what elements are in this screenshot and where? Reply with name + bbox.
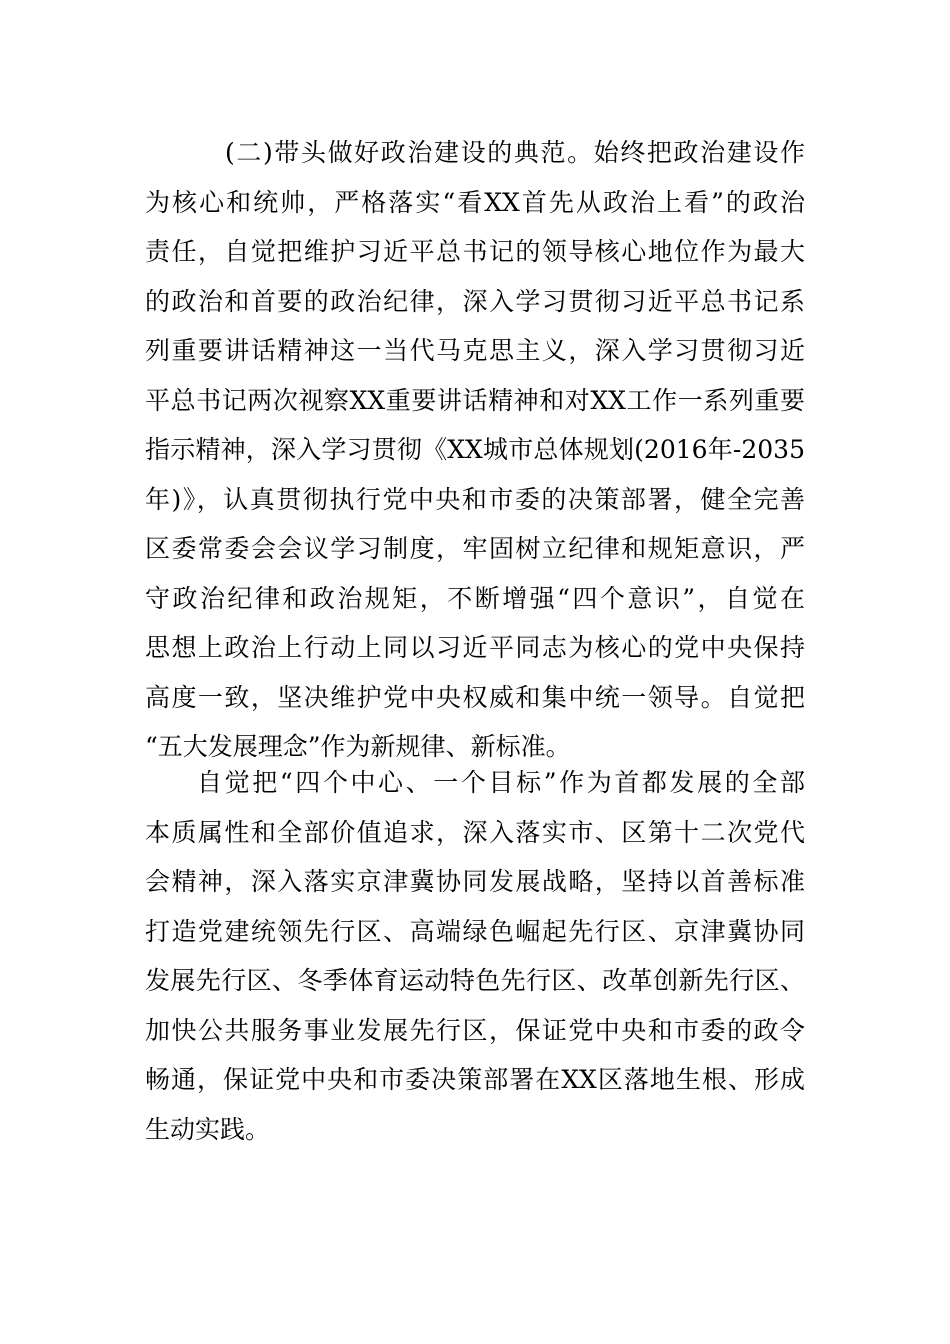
text-line: 思想上政治上行动上同以习近平同志为核心的党中央保持 bbox=[145, 633, 805, 662]
text-line: 自觉把“四个中心、一个目标”作为首都发展的全部 bbox=[197, 768, 805, 797]
paragraph-political-construction bbox=[145, 128, 805, 772]
text-line: 守政治纪律和政治规矩，不断增强“四个意识”，自觉在 bbox=[145, 583, 805, 613]
text-line: 区委常委会会议学习制度，牢固树立纪律和规矩意识，严 bbox=[145, 534, 805, 563]
text-line: 年)》，认真贯彻执行党中央和市委的决策部署，健全完善 bbox=[145, 484, 805, 514]
text-line: 指示精神，深入学习贯彻《XX城市总体规划(2016年-2035 bbox=[145, 435, 805, 464]
text-line: 的政治和首要的政治纪律，深入学习贯彻习近平总书记系 bbox=[145, 286, 805, 316]
text-line: 为核心和统帅，严格落实“看XX首先从政治上看”的政治 bbox=[145, 187, 805, 217]
text-line: 加快公共服务事业发展先行区，保证党中央和市委的政令 bbox=[145, 1015, 805, 1045]
text-line: “五大发展理念”作为新规律、新标准。 bbox=[145, 732, 571, 761]
text-line: 本质属性和全部价值追求，深入落实市、区第十二次党代 bbox=[145, 817, 805, 847]
text-line: (二)带头做好政治建设的典范。始终把政治建设作 bbox=[225, 138, 805, 167]
paragraph-development-goals bbox=[145, 758, 805, 1154]
text-line: 平总书记两次视察XX重要讲话精神和对XX工作一系列重要 bbox=[145, 385, 805, 415]
text-line: 生动实践。 bbox=[145, 1114, 271, 1144]
text-line: 打造党建统领先行区、高端绿色崛起先行区、京津冀协同 bbox=[145, 916, 805, 946]
text-line: 高度一致，坚决维护党中央权威和集中统一领导。自觉把 bbox=[145, 682, 805, 712]
text-line: 畅通，保证党中央和市委决策部署在XX区落地生根、形成 bbox=[145, 1065, 805, 1094]
text-line: 责任，自觉把维护习近平总书记的领导核心地位作为最大 bbox=[145, 237, 805, 266]
text-line: 会精神，深入落实京津冀协同发展战略，坚持以首善标准 bbox=[145, 867, 805, 896]
text-line: 列重要讲话精神这一当代马克思主义，深入学习贯彻习近 bbox=[145, 336, 805, 365]
text-line: 发展先行区、冬季体育运动特色先行区、改革创新先行区、 bbox=[145, 966, 805, 995]
